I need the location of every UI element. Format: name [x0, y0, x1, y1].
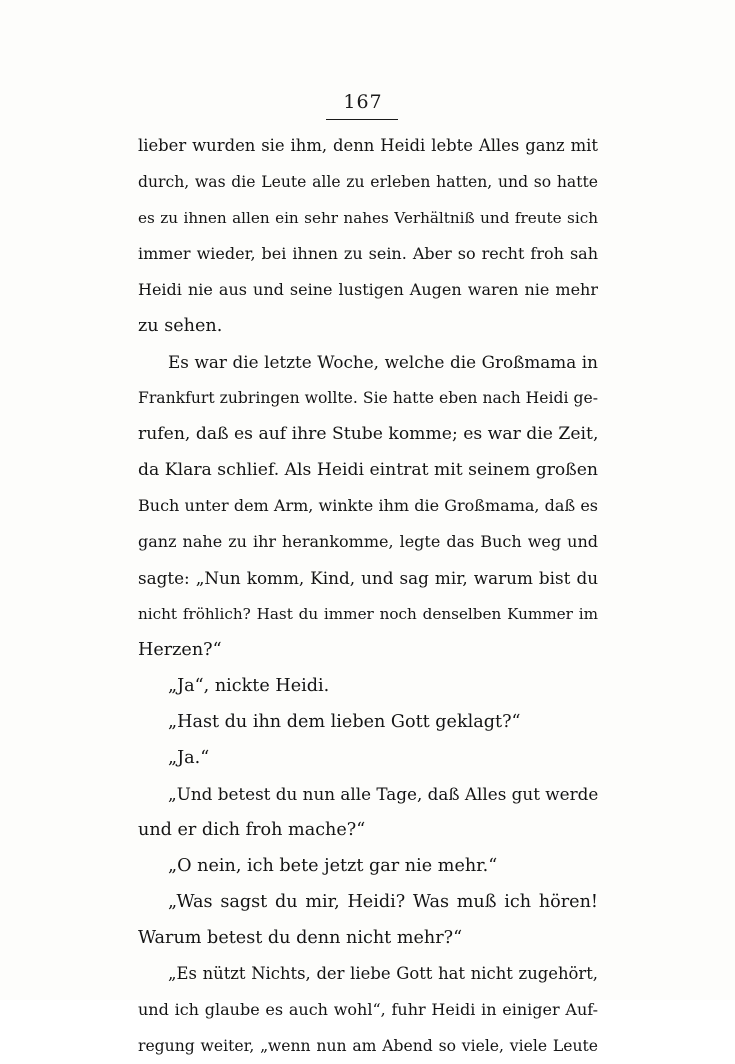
- text-line: Warum betest du denn nicht mehr?“: [138, 928, 463, 948]
- text-line: „Und betest du nun alle Tage, daß Alles gut werde: [168, 784, 598, 804]
- text-line: regung weiter, „wenn nun am Abend so viele, viele Leute: [138, 1037, 598, 1055]
- text-line: Frankfurt zubringen wollte. Sie hatte eben nach Heidi ge-: [138, 389, 598, 407]
- text-line: „Es nützt Nichts, der liebe Gott hat nicht zugehört,: [168, 964, 598, 983]
- text-line: Es war die letzte Woche, welche die Großmama in: [168, 352, 598, 372]
- text-line: und ich glaube es auch wohl“, fuhr Heidi in einiger Auf-: [138, 1000, 598, 1019]
- body-text: [138, 128, 598, 1064]
- page-number: 167: [343, 91, 383, 113]
- text-line: es zu ihnen allen ein sehr nahes Verhältniß und freute sich: [138, 209, 598, 227]
- text-line: zu sehen.: [138, 316, 223, 336]
- text-line: Herzen?“: [138, 640, 222, 660]
- text-line: rufen, daß es auf ihre Stube komme; es war die Zeit,: [138, 424, 598, 444]
- text-line: „O nein, ich bete jetzt gar nie mehr.“: [168, 856, 498, 876]
- text-line: nicht fröhlich? Hast du immer noch denselben Kummer im: [138, 605, 598, 623]
- text-line: „Was sagst du mir, Heidi? Was muß ich hören!: [168, 892, 598, 912]
- text-line: Buch unter dem Arm, winkte ihm die Großmama, daß es: [138, 496, 598, 515]
- text-line: immer wieder, bei ihnen zu sein. Aber so recht froh sah: [138, 244, 598, 263]
- text-line: da Klara schlief. Als Heidi eintrat mit seinem großen: [138, 460, 598, 480]
- page-number-rule: [326, 119, 398, 120]
- text-line: „Ja.“: [168, 748, 210, 768]
- text-line: lieber wurden sie ihm, denn Heidi lebte Alles ganz mit: [138, 136, 598, 155]
- text-line: durch, was die Leute alle zu erleben hatten, und so hatte: [138, 173, 598, 191]
- text-line: ganz nahe zu ihr herankomme, legte das Buch weg und: [138, 532, 598, 551]
- text-line: „Hast du ihn dem lieben Gott geklagt?“: [168, 712, 521, 732]
- text-line: sagte: „Nun komm, Kind, und sag mir, warum bist du: [138, 568, 598, 588]
- text-line: und er dich froh mache?“: [138, 820, 366, 840]
- text-line: „Ja“, nickte Heidi.: [168, 676, 330, 696]
- text-line: Heidi nie aus und seine lustigen Augen waren nie mehr: [138, 280, 598, 299]
